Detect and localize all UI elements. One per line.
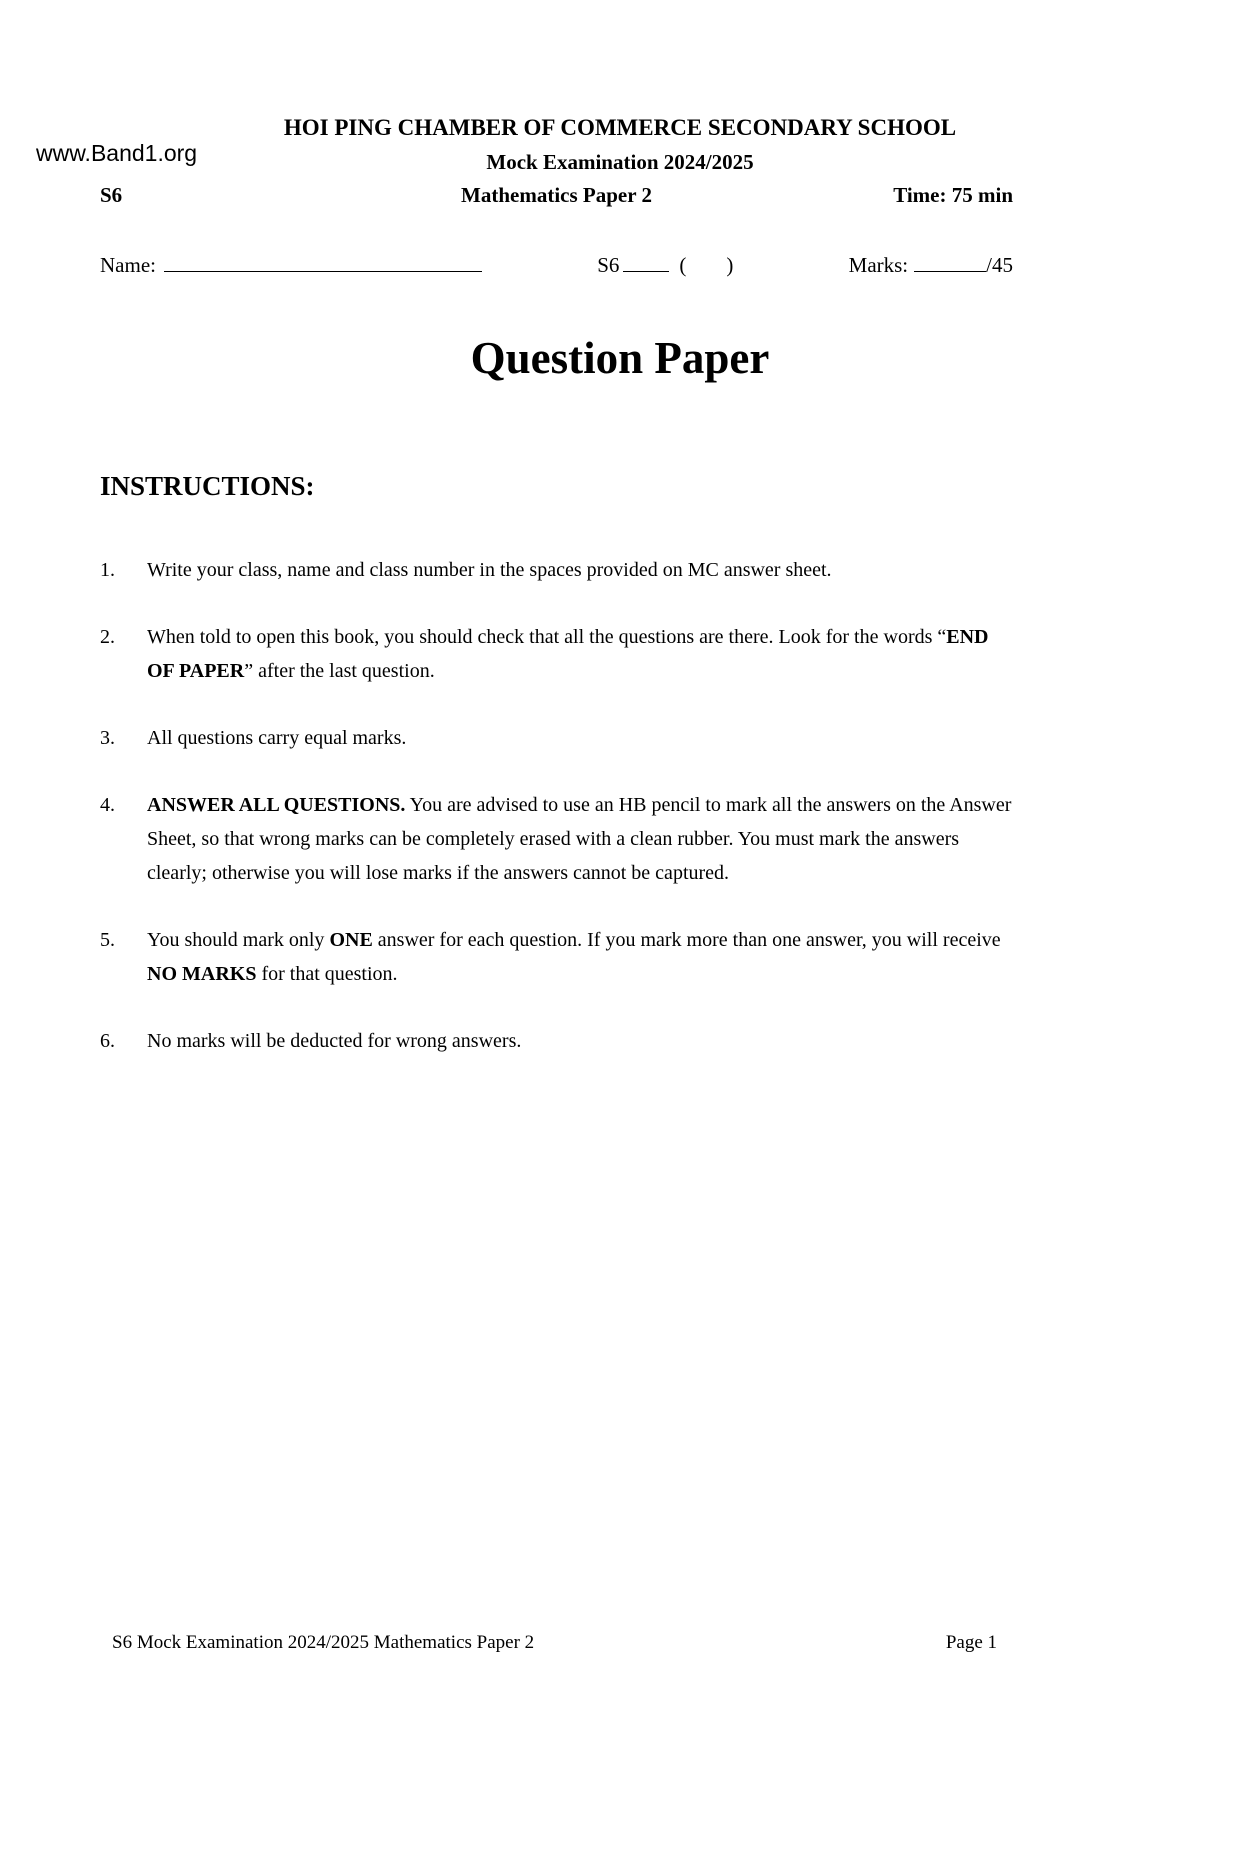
school-name: HOI PING CHAMBER OF COMMERCE SECONDARY SCHOOL (283, 115, 957, 140)
instruction-text (147, 553, 1015, 587)
marks-blank-line (914, 250, 986, 272)
name-field-group (100, 250, 482, 280)
question-paper-page (0, 112, 1240, 1866)
instructions-section (0, 470, 1240, 1058)
instruction-number: 4. (100, 794, 115, 817)
instruction-number: 1. (100, 559, 115, 582)
text-segment-bold: ANSWER ALL QUESTIONS. (147, 794, 406, 817)
marks-label: Marks: (848, 253, 909, 278)
page-title: Question Paper (470, 333, 770, 384)
marks-total: /45 (986, 253, 1013, 278)
instructions-list (100, 553, 1240, 1058)
marks-field-group (849, 250, 1013, 280)
instruction-text (147, 1024, 1015, 1058)
text-segment: No marks will be deducted for wrong answers. (147, 1030, 522, 1053)
instructions-heading: INSTRUCTIONS: (100, 471, 315, 502)
class-field-group (597, 250, 733, 280)
text-segment: for that question. (256, 963, 398, 986)
name-blank-line (164, 250, 482, 272)
instruction-item-3 (100, 721, 1240, 755)
class-level: S6 (100, 183, 123, 207)
instruction-item-6 (100, 1024, 1240, 1058)
exam-title: Mock Examination 2024/2025 (486, 150, 754, 174)
text-segment-bold: NO MARKS (147, 963, 257, 986)
text-segment-bold: END OF PAPER (147, 626, 989, 683)
instruction-item-2 (100, 620, 1240, 688)
paren-close: ) (726, 253, 734, 278)
instruction-item-5 (100, 923, 1240, 991)
subject-title: Mathematics Paper 2 (461, 183, 652, 207)
instruction-item-1 (100, 553, 1240, 587)
instruction-text (147, 788, 1015, 890)
text-segment-bold: ONE (329, 929, 373, 952)
text-segment: You should mark only (147, 929, 330, 952)
name-label: Name: (100, 253, 156, 278)
text-segment: answer for each question. If you mark more than one answer, you will receive (372, 929, 1001, 952)
text-segment: You are advised to use an HB pencil to mark all the answers on the Answer Sheet, so that wrong marks can be completely erased with a clean rubber. You must mark the answers clearly; otherwise you will lose marks if the answers cannot be captured. (147, 794, 1012, 885)
instruction-number: 6. (100, 1030, 115, 1053)
paren-open: ( (679, 253, 687, 278)
instruction-number: 5. (100, 929, 115, 952)
instruction-text (147, 721, 1015, 755)
footer-exam-reference: S6 Mock Examination 2024/2025 Mathematics Paper 2 (112, 1632, 535, 1653)
instruction-number: 2. (100, 626, 115, 649)
watermark-site-text: www.Band1.org (36, 140, 198, 166)
text-segment: Write your class, name and class number in the spaces provided on MC answer sheet. (147, 559, 832, 582)
instruction-text (147, 923, 1015, 991)
instruction-text (147, 620, 1015, 688)
page-footer (112, 1630, 997, 1656)
subject-row (0, 180, 1240, 210)
instruction-item-4 (100, 788, 1240, 890)
text-segment: When told to open this book, you should check that all the questions are there. Look for the words “ (147, 626, 947, 649)
instruction-number: 3. (100, 727, 115, 750)
footer-page-number: Page 1 (945, 1632, 997, 1653)
candidate-info-row (0, 250, 1240, 280)
text-segment: All questions carry equal marks. (147, 727, 407, 750)
class-prefix: S6 (597, 253, 620, 278)
class-blank-line (623, 250, 669, 272)
time-allowed: Time: 75 min (893, 183, 1013, 207)
text-segment: ” after the last question. (244, 660, 435, 683)
